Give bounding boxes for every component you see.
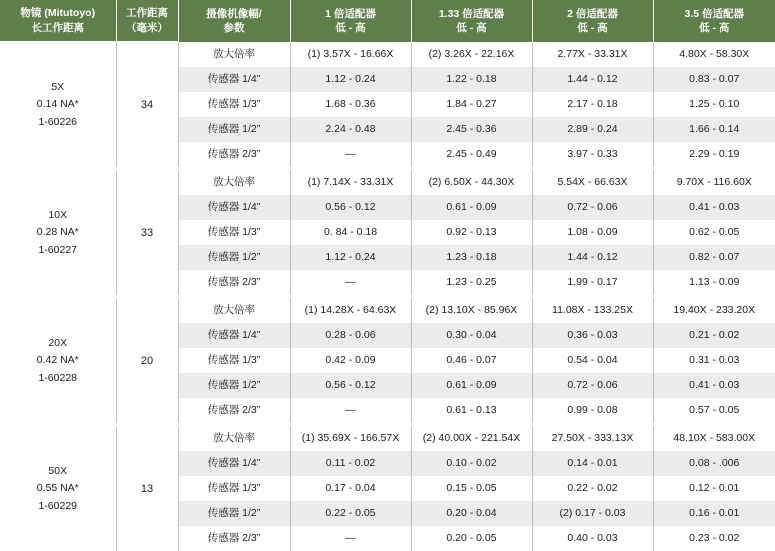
header-adapter-133x-line2: 低 - 高 — [456, 22, 487, 34]
value-cell: 27.50X - 333.13X — [532, 426, 653, 451]
value-cell: 1.13 - 0.09 — [653, 270, 775, 295]
value-cell: 0.16 - 0.01 — [653, 501, 775, 526]
value-cell: 2.45 - 0.49 — [411, 142, 532, 167]
parameter-label: 传感器 1/2” — [178, 501, 290, 526]
value-cell: (1) 35.69X - 166.57X — [290, 426, 411, 451]
value-cell: 0.61 - 0.13 — [411, 398, 532, 423]
table-header — [0, 0, 775, 42]
value-cell: (1) 7.14X - 33.31X — [290, 170, 411, 195]
working-distance-cell: 34 — [116, 42, 178, 167]
objective-na: 0.42 NA* — [36, 354, 79, 367]
parameter-label: 传感器 1/2” — [178, 373, 290, 398]
value-cell: 0.21 - 0.02 — [653, 323, 775, 348]
value-cell: 0.54 - 0.04 — [532, 348, 653, 373]
objective-cell — [0, 426, 116, 551]
working-distance-cell: 20 — [116, 298, 178, 423]
value-cell: 1.44 - 0.12 — [532, 67, 653, 92]
value-cell: (2) 3.26X - 22.16X — [411, 42, 532, 67]
value-cell: 0.12 - 0.01 — [653, 476, 775, 501]
header-camera-line1: 摄像机像幅/ — [206, 7, 262, 20]
value-cell: — — [290, 270, 411, 295]
value-cell: 1.12 - 0.24 — [290, 245, 411, 270]
value-cell: 1.23 - 0.18 — [411, 245, 532, 270]
parameter-label: 传感器 1/2” — [178, 117, 290, 142]
value-cell: 3.97 - 0.33 — [532, 142, 653, 167]
value-cell: 4.80X - 58.30X — [653, 42, 775, 67]
value-cell: 0.17 - 0.04 — [290, 476, 411, 501]
header-objective-line2: 长工作距离 — [31, 21, 84, 34]
value-cell: 0.30 - 0.04 — [411, 323, 532, 348]
value-cell: 2.45 - 0.36 — [411, 117, 532, 142]
value-cell: 2.24 - 0.48 — [290, 117, 411, 142]
parameter-label: 放大倍率 — [178, 42, 290, 67]
objective-part-number: 1-60229 — [38, 499, 78, 512]
value-cell: (2) 0.17 - 0.03 — [532, 501, 653, 526]
value-cell: 0.61 - 0.09 — [411, 373, 532, 398]
parameter-label: 传感器 1/2” — [178, 245, 290, 270]
parameter-label: 传感器 1/3” — [178, 92, 290, 117]
value-cell: 1.68 - 0.36 — [290, 92, 411, 117]
parameter-label: 传感器 1/3” — [178, 220, 290, 245]
value-cell: 0.92 - 0.13 — [411, 220, 532, 245]
value-cell: 0.99 - 0.08 — [532, 398, 653, 423]
value-cell: 1.25 - 0.10 — [653, 92, 775, 117]
objective-magnification: 10X — [48, 209, 68, 222]
value-cell: 9.70X - 116.60X — [653, 170, 775, 195]
value-cell: 11.08X - 133.25X — [532, 298, 653, 323]
objective-magnification: 50X — [48, 465, 68, 478]
value-cell: 19.40X - 233.20X — [653, 298, 775, 323]
parameter-label: 放大倍率 — [178, 298, 290, 323]
objective-na: 0.14 NA* — [36, 98, 79, 111]
header-adapter-2x — [532, 0, 653, 42]
value-cell: 0.56 - 0.12 — [290, 373, 411, 398]
header-objective-line1: 物镜 (Mitutoyo) — [20, 7, 96, 20]
value-cell: 0.15 - 0.05 — [411, 476, 532, 501]
parameter-label: 传感器 1/4” — [178, 451, 290, 476]
working-distance-cell: 33 — [116, 170, 178, 295]
value-cell: 0.10 - 0.02 — [411, 451, 532, 476]
value-cell: 0.11 - 0.02 — [290, 451, 411, 476]
value-cell: — — [290, 526, 411, 551]
value-cell: 0.82 - 0.07 — [653, 245, 775, 270]
parameter-label: 传感器 1/4” — [178, 67, 290, 92]
header-objective — [0, 0, 116, 42]
header-camera-line2: 参数 — [223, 22, 245, 34]
value-cell: 0.62 - 0.05 — [653, 220, 775, 245]
value-cell: 0.72 - 0.06 — [532, 373, 653, 398]
objective-na: 0.55 NA* — [36, 482, 79, 495]
parameter-label: 传感器 1/4” — [178, 195, 290, 220]
value-cell: 0.08 - .006 — [653, 451, 775, 476]
table-body — [0, 42, 775, 551]
value-cell: 0. 84 - 0.18 — [290, 220, 411, 245]
value-cell: 0.14 - 0.01 — [532, 451, 653, 476]
header-adapter-35x-line2: 低 - 高 — [699, 22, 730, 34]
value-cell: 0.31 - 0.03 — [653, 348, 775, 373]
table-row — [0, 42, 775, 67]
value-cell: 1.44 - 0.12 — [532, 245, 653, 270]
header-wd-line2: （毫米） — [126, 21, 168, 34]
header-adapter-2x-line2: 低 - 高 — [577, 22, 608, 34]
value-cell: 0.46 - 0.07 — [411, 348, 532, 373]
objective-magnification: 5X — [51, 81, 65, 94]
parameter-label: 传感器 1/3” — [178, 476, 290, 501]
value-cell: 2.89 - 0.24 — [532, 117, 653, 142]
parameter-label: 放大倍率 — [178, 426, 290, 451]
value-cell: 0.41 - 0.03 — [653, 195, 775, 220]
value-cell: 0.22 - 0.02 — [532, 476, 653, 501]
value-cell: (1) 3.57X - 16.66X — [290, 42, 411, 67]
value-cell: 5.54X - 66.63X — [532, 170, 653, 195]
value-cell: 1.23 - 0.25 — [411, 270, 532, 295]
value-cell: 1.99 - 0.17 — [532, 270, 653, 295]
parameter-label: 传感器 2/3” — [178, 142, 290, 167]
value-cell: 0.83 - 0.07 — [653, 67, 775, 92]
value-cell: 0.56 - 0.12 — [290, 195, 411, 220]
header-wd-line1: 工作距离 — [126, 7, 168, 20]
value-cell: 0.57 - 0.05 — [653, 398, 775, 423]
header-working-distance — [116, 0, 178, 42]
objective-na: 0.28 NA* — [36, 226, 79, 239]
value-cell: 0.22 - 0.05 — [290, 501, 411, 526]
value-cell: (2) 13.10X - 85.96X — [411, 298, 532, 323]
value-cell: 1.22 - 0.18 — [411, 67, 532, 92]
header-adapter-1x-line2: 低 - 高 — [335, 22, 366, 34]
value-cell: 0.36 - 0.03 — [532, 323, 653, 348]
working-distance-cell: 13 — [116, 426, 178, 551]
parameter-label: 传感器 2/3” — [178, 398, 290, 423]
value-cell: 0.20 - 0.04 — [411, 501, 532, 526]
objective-cell — [0, 42, 116, 167]
value-cell: 0.23 - 0.02 — [653, 526, 775, 551]
value-cell: 1.66 - 0.14 — [653, 117, 775, 142]
objective-part-number: 1-60227 — [38, 243, 78, 256]
value-cell: 0.72 - 0.06 — [532, 195, 653, 220]
header-adapter-1x-line1: 1 倍适配器 — [325, 7, 376, 20]
value-cell: — — [290, 398, 411, 423]
objective-cell — [0, 298, 116, 423]
table-row — [0, 426, 775, 451]
value-cell: 2.29 - 0.19 — [653, 142, 775, 167]
header-row — [0, 0, 775, 42]
value-cell: 1.08 - 0.09 — [532, 220, 653, 245]
value-cell: 0.41 - 0.03 — [653, 373, 775, 398]
header-camera-format — [178, 0, 290, 42]
parameter-label: 传感器 2/3” — [178, 526, 290, 551]
parameter-label: 传感器 2/3” — [178, 270, 290, 295]
parameter-label: 传感器 1/3” — [178, 348, 290, 373]
value-cell: 1.12 - 0.24 — [290, 67, 411, 92]
value-cell: 1.84 - 0.27 — [411, 92, 532, 117]
value-cell: 0.40 - 0.03 — [532, 526, 653, 551]
value-cell: 0.61 - 0.09 — [411, 195, 532, 220]
value-cell: 0.42 - 0.09 — [290, 348, 411, 373]
value-cell: 0.20 - 0.05 — [411, 526, 532, 551]
value-cell: 48.10X - 583.00X — [653, 426, 775, 451]
table-row — [0, 298, 775, 323]
header-adapter-2x-line1: 2 倍适配器 — [567, 7, 618, 20]
value-cell: (1) 14.28X - 64.63X — [290, 298, 411, 323]
parameter-label: 传感器 1/4” — [178, 323, 290, 348]
value-cell: (2) 6.50X - 44.30X — [411, 170, 532, 195]
header-adapter-133x — [411, 0, 532, 42]
value-cell: 2.77X - 33.31X — [532, 42, 653, 67]
value-cell: (2) 40.00X - 221.54X — [411, 426, 532, 451]
objective-part-number: 1-60226 — [38, 115, 78, 128]
value-cell: 0.28 - 0.06 — [290, 323, 411, 348]
header-adapter-133x-line1: 1.33 倍适配器 — [438, 7, 505, 20]
parameter-label: 放大倍率 — [178, 170, 290, 195]
value-cell: 2.17 - 0.18 — [532, 92, 653, 117]
objective-magnification: 20X — [48, 337, 68, 350]
header-adapter-35x — [653, 0, 775, 42]
header-adapter-35x-line1: 3.5 倍适配器 — [684, 7, 744, 20]
objective-cell — [0, 170, 116, 295]
header-adapter-1x — [290, 0, 411, 42]
value-cell: — — [290, 142, 411, 167]
table-row — [0, 170, 775, 195]
objective-part-number: 1-60228 — [38, 371, 78, 384]
